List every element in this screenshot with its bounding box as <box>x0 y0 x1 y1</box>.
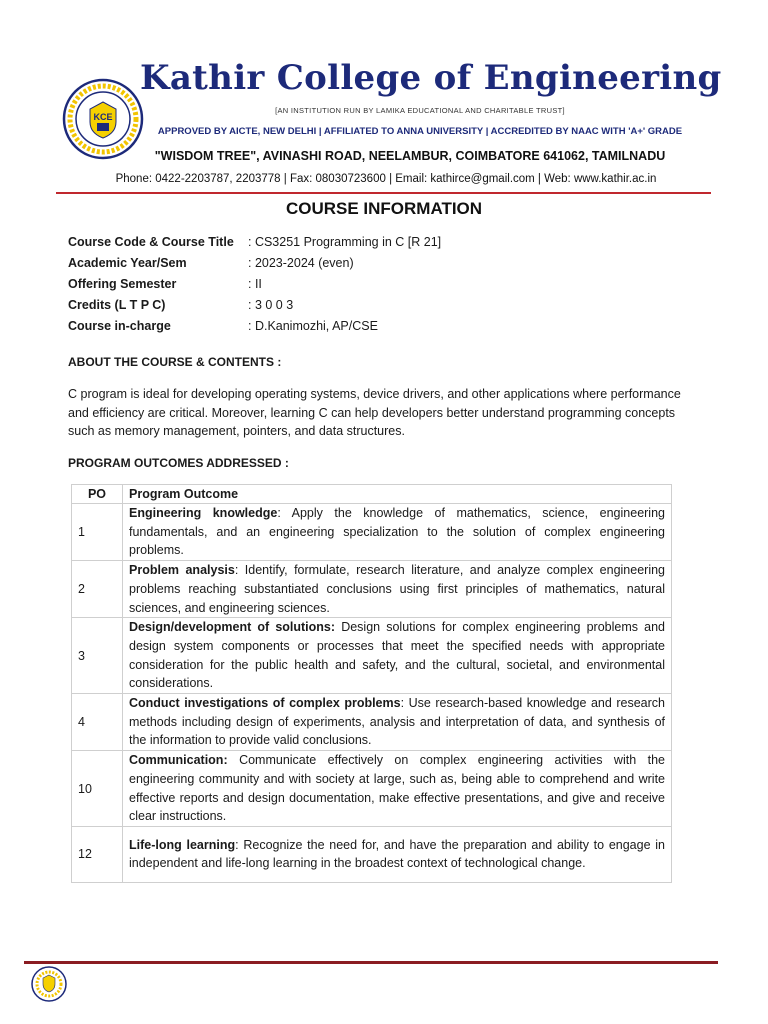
footer-divider <box>24 961 718 964</box>
outcome-text: Use research-based knowledge and research methods including design of experiments, analysis and interpretation of data, and synthesis of the information to provide valid conclusions. <box>129 696 665 748</box>
outcome-text: Apply the knowledge of mathematics, science, engineering fundamentals, and an engineering specialization to the solution of complex engineering problems. <box>129 506 665 558</box>
address-line: "WISDOM TREE", AVINASHI ROAD, NEELAMBUR, COIMBATORE 641062, TAMILNADU <box>154 149 666 163</box>
info-label: Course in-charge <box>68 319 171 333</box>
table-row <box>72 694 672 751</box>
table-row <box>72 618 672 694</box>
trust-line: [AN INSTITUTION RUN BY LAMIKA EDUCATIONAL AND CHARITABLE TRUST] <box>275 106 565 115</box>
info-row-course <box>68 235 688 256</box>
approval-line: APPROVED BY AICTE, NEW DELHI | AFFILIATED TO ANNA UNIVERSITY | ACCREDITED BY NAAC WITH 'A+' GRADE <box>157 126 683 137</box>
po-number: 10 <box>72 751 123 827</box>
outcome-title: Life-long learning <box>129 837 236 852</box>
outcome-title: Engineering knowledge <box>129 506 278 520</box>
outcome-text: Recognize the need for, and have the preparation and ability to engage in independent and life-long learning in the broadest context of technological change. <box>129 837 665 871</box>
info-value: : CS3251 Programming in C [R 21] <box>248 235 442 249</box>
logo-text: KCE <box>93 112 113 122</box>
po-column-header: PO <box>72 485 123 504</box>
outcome-title: Communication: <box>129 753 228 768</box>
info-value: : D.Kanimozhi, AP/CSE <box>248 319 378 333</box>
course-info <box>68 235 688 340</box>
about-heading: ABOUT THE COURSE & CONTENTS : <box>68 355 282 369</box>
info-label: Course Code & Course Title <box>68 235 234 249</box>
table-row <box>72 561 672 618</box>
table-row <box>72 504 672 561</box>
info-label: Academic Year/Sem <box>68 256 187 270</box>
college-name: Kathir College of Engineering <box>140 58 722 98</box>
contact-line: Phone: 0422-2203787, 2203778 | Fax: 08030723600 | Email: kathirce@gmail.com | Web: www.kathir.ac.in <box>115 173 657 185</box>
outcome-title: Problem analysis <box>129 563 235 578</box>
outcome-text: Communicate effectively on complex engineering activities with the engineering community and with society at large, such as, being able to comprehend and write effective reports and design documentation, make effective presentations, and give and receive clear instructions. <box>129 753 665 824</box>
table-header-row <box>72 485 672 504</box>
table-row <box>72 751 672 827</box>
letterhead <box>0 0 768 196</box>
outcome-text: Design solutions for complex engineering problems and design system components or processes that meet the specified needs with appropriate consideration for the public health and safety, and the cultural, societal, and environmental considerations. <box>129 620 665 691</box>
info-label: Offering Semester <box>68 277 177 291</box>
footer-logo <box>25 965 73 1003</box>
info-label: Credits (L T P C) <box>68 298 166 312</box>
header-divider <box>56 192 711 194</box>
outcome-title: Conduct investigations of complex problems <box>129 696 401 711</box>
outcome-separator: : <box>235 837 244 852</box>
outcome-separator <box>228 753 239 767</box>
info-row-incharge <box>68 319 688 340</box>
outcome-cell <box>123 694 672 751</box>
outcome-cell <box>123 618 672 694</box>
outcome-separator: : <box>234 563 245 578</box>
outcome-column-header: Program Outcome <box>123 485 672 504</box>
info-row-semester <box>68 277 688 298</box>
outcome-cell <box>123 504 672 561</box>
outcome-cell <box>123 561 672 618</box>
outcome-separator: : <box>277 506 292 520</box>
po-number: 4 <box>72 694 123 751</box>
info-row-year <box>68 256 688 277</box>
info-value: : 3 0 0 3 <box>248 298 294 312</box>
program-outcomes-table <box>71 484 672 883</box>
college-logo <box>62 78 144 160</box>
po-number: 3 <box>72 618 123 694</box>
po-number: 12 <box>72 826 123 882</box>
outcome-cell <box>123 751 672 827</box>
outcome-separator: : <box>400 696 409 711</box>
outcome-cell <box>123 826 672 882</box>
outcome-text: Identify, formulate, research literature, and analyze complex engineering problems reaching substantiated conclusions using first principles of mathematics, natural sciences, and engineering sciences. <box>129 563 665 615</box>
table-row <box>72 826 672 882</box>
document-title: COURSE INFORMATION <box>285 199 483 218</box>
info-value: : 2023-2024 (even) <box>248 256 354 270</box>
outcome-title: Design/development of solutions: <box>129 620 336 635</box>
outcomes-heading: PROGRAM OUTCOMES ADDRESSED : <box>68 456 289 470</box>
about-paragraph: C program is ideal for developing operating systems, device drivers, and other applications where performance and efficiency are critical. Moreover, learning C can help developers better understand programming concepts such as memory management, pointers, and data structures. <box>68 387 681 439</box>
po-number: 1 <box>72 504 123 561</box>
info-value: : II <box>248 277 262 291</box>
po-number: 2 <box>72 561 123 618</box>
info-row-credits <box>68 298 688 319</box>
